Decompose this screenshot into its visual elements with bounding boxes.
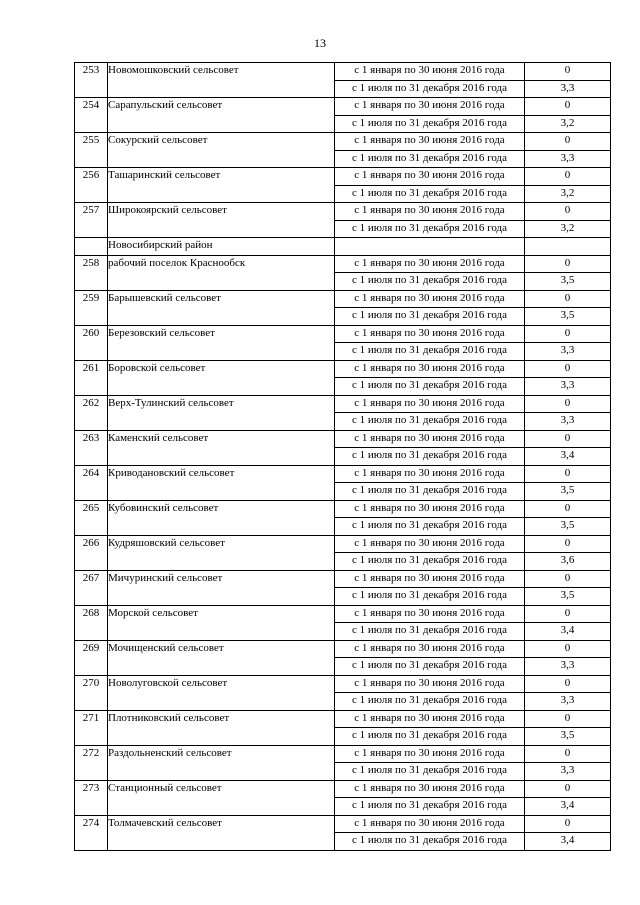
table-row (75, 815, 611, 833)
period-first: с 1 января по 30 июня 2016 года (335, 290, 525, 308)
period-second: с 1 июля по 31 декабря 2016 года (335, 553, 525, 571)
period-second: с 1 июля по 31 декабря 2016 года (335, 728, 525, 746)
row-number: 273 (75, 780, 108, 815)
value-first: 0 (525, 430, 611, 448)
settlement-name: Криводановский сельсовет (108, 465, 335, 500)
settlement-name: Мичуринский сельсовет (108, 570, 335, 605)
settlement-name: Боровской сельсовет (108, 360, 335, 395)
row-number: 257 (75, 203, 108, 238)
table-row (75, 360, 611, 378)
value-first: 0 (525, 168, 611, 186)
settlement-name: Плотниковский сельсовет (108, 710, 335, 745)
table-row (75, 675, 611, 693)
period-second: с 1 июля по 31 декабря 2016 года (335, 518, 525, 536)
settlement-name: рабочий поселок Краснообск (108, 255, 335, 290)
value-second: 3,5 (525, 483, 611, 501)
period-second: с 1 июля по 31 декабря 2016 года (335, 833, 525, 851)
period-first: с 1 января по 30 июня 2016 года (335, 255, 525, 273)
period-first: с 1 января по 30 июня 2016 года (335, 360, 525, 378)
period-cell (335, 238, 525, 256)
period-first: с 1 января по 30 июня 2016 года (335, 168, 525, 186)
table-row (75, 255, 611, 273)
section-title: Новосибирский район (108, 238, 335, 256)
value-second: 3,5 (525, 728, 611, 746)
value-second: 3,4 (525, 448, 611, 466)
row-number: 259 (75, 290, 108, 325)
table-row (75, 133, 611, 151)
period-second: с 1 июля по 31 декабря 2016 года (335, 185, 525, 203)
value-first: 0 (525, 203, 611, 221)
tariff-table-body (75, 63, 611, 851)
row-number: 271 (75, 710, 108, 745)
period-first: с 1 января по 30 июня 2016 года (335, 465, 525, 483)
table-row (75, 640, 611, 658)
period-first: с 1 января по 30 июня 2016 года (335, 675, 525, 693)
value-second: 3,3 (525, 343, 611, 361)
period-first: с 1 января по 30 июня 2016 года (335, 325, 525, 343)
period-first: с 1 января по 30 июня 2016 года (335, 605, 525, 623)
period-first: с 1 января по 30 июня 2016 года (335, 98, 525, 116)
value-second: 3,4 (525, 623, 611, 641)
value-second: 3,3 (525, 658, 611, 676)
row-number: 254 (75, 98, 108, 133)
period-second: с 1 июля по 31 декабря 2016 года (335, 80, 525, 98)
value-second: 3,2 (525, 220, 611, 238)
period-second: с 1 июля по 31 декабря 2016 года (335, 273, 525, 291)
period-first: с 1 января по 30 июня 2016 года (335, 780, 525, 798)
period-first: с 1 января по 30 июня 2016 года (335, 133, 525, 151)
table-row (75, 570, 611, 588)
row-number: 269 (75, 640, 108, 675)
period-second: с 1 июля по 31 декабря 2016 года (335, 693, 525, 711)
row-number: 266 (75, 535, 108, 570)
value-first: 0 (525, 395, 611, 413)
settlement-name: Барышевский сельсовет (108, 290, 335, 325)
row-number: 263 (75, 430, 108, 465)
table-row (75, 395, 611, 413)
period-first: с 1 января по 30 июня 2016 года (335, 710, 525, 728)
table-row (75, 710, 611, 728)
row-number: 270 (75, 675, 108, 710)
table-row (75, 535, 611, 553)
settlement-name: Новомошковский сельсовет (108, 63, 335, 98)
table-row (75, 98, 611, 116)
value-first: 0 (525, 640, 611, 658)
value-second: 3,3 (525, 763, 611, 781)
settlement-name: Морской сельсовет (108, 605, 335, 640)
value-second: 3,2 (525, 115, 611, 133)
settlement-name: Кубовинский сельсовет (108, 500, 335, 535)
value-first: 0 (525, 535, 611, 553)
value-second: 3,5 (525, 273, 611, 291)
value-first: 0 (525, 710, 611, 728)
table-row (75, 430, 611, 448)
period-first: с 1 января по 30 июня 2016 года (335, 63, 525, 81)
value-first: 0 (525, 815, 611, 833)
row-number: 253 (75, 63, 108, 98)
period-second: с 1 июля по 31 декабря 2016 года (335, 413, 525, 431)
value-second: 3,3 (525, 378, 611, 396)
row-number: 272 (75, 745, 108, 780)
table-row (75, 63, 611, 81)
value-first: 0 (525, 133, 611, 151)
period-first: с 1 января по 30 июня 2016 года (335, 430, 525, 448)
value-first: 0 (525, 570, 611, 588)
period-first: с 1 января по 30 июня 2016 года (335, 535, 525, 553)
settlement-name: Каменский сельсовет (108, 430, 335, 465)
period-first: с 1 января по 30 июня 2016 года (335, 395, 525, 413)
period-second: с 1 июля по 31 декабря 2016 года (335, 798, 525, 816)
settlement-name: Толмачевский сельсовет (108, 815, 335, 850)
row-number: 274 (75, 815, 108, 850)
tariff-table (74, 62, 611, 851)
value-first: 0 (525, 325, 611, 343)
table-row (75, 290, 611, 308)
row-number: 265 (75, 500, 108, 535)
value-cell (525, 238, 611, 256)
period-second: с 1 июля по 31 декабря 2016 года (335, 448, 525, 466)
period-first: с 1 января по 30 июня 2016 года (335, 640, 525, 658)
table-row (75, 605, 611, 623)
row-number: 268 (75, 605, 108, 640)
settlement-name: Кудряшовский сельсовет (108, 535, 335, 570)
period-second: с 1 июля по 31 декабря 2016 года (335, 378, 525, 396)
row-number: 258 (75, 255, 108, 290)
value-first: 0 (525, 780, 611, 798)
value-first: 0 (525, 255, 611, 273)
settlement-name: Широкоярский сельсовет (108, 203, 335, 238)
value-second: 3,3 (525, 693, 611, 711)
settlement-name: Сарапульский сельсовет (108, 98, 335, 133)
value-second: 3,3 (525, 80, 611, 98)
table-row (75, 780, 611, 798)
row-number: 256 (75, 168, 108, 203)
value-first: 0 (525, 63, 611, 81)
settlement-name: Раздольненский сельсовет (108, 745, 335, 780)
table-row (75, 745, 611, 763)
value-second: 3,2 (525, 185, 611, 203)
settlement-name: Верх-Тулинский сельсовет (108, 395, 335, 430)
row-number: 267 (75, 570, 108, 605)
row-number: 264 (75, 465, 108, 500)
period-second: с 1 июля по 31 декабря 2016 года (335, 220, 525, 238)
period-first: с 1 января по 30 июня 2016 года (335, 815, 525, 833)
value-second: 3,5 (525, 518, 611, 536)
period-second: с 1 июля по 31 декабря 2016 года (335, 658, 525, 676)
period-first: с 1 января по 30 июня 2016 года (335, 570, 525, 588)
table-row (75, 465, 611, 483)
period-second: с 1 июля по 31 декабря 2016 года (335, 343, 525, 361)
table-row (75, 203, 611, 221)
settlement-name: Ташаринский сельсовет (108, 168, 335, 203)
settlement-name: Новолуговской сельсовет (108, 675, 335, 710)
row-number: 260 (75, 325, 108, 360)
period-second: с 1 июля по 31 декабря 2016 года (335, 308, 525, 326)
page-number: 13 (314, 36, 326, 50)
table-row (75, 325, 611, 343)
value-first: 0 (525, 360, 611, 378)
value-second: 3,6 (525, 553, 611, 571)
row-number-cell (75, 238, 108, 256)
period-second: с 1 июля по 31 декабря 2016 года (335, 483, 525, 501)
value-second: 3,4 (525, 833, 611, 851)
value-second: 3,3 (525, 413, 611, 431)
value-first: 0 (525, 675, 611, 693)
period-first: с 1 января по 30 июня 2016 года (335, 500, 525, 518)
table-row (75, 500, 611, 518)
section-row (75, 238, 611, 256)
period-second: с 1 июля по 31 декабря 2016 года (335, 623, 525, 641)
value-second: 3,5 (525, 308, 611, 326)
period-second: с 1 июля по 31 декабря 2016 года (335, 763, 525, 781)
value-first: 0 (525, 98, 611, 116)
period-first: с 1 января по 30 июня 2016 года (335, 203, 525, 221)
settlement-name: Станционный сельсовет (108, 780, 335, 815)
row-number: 255 (75, 133, 108, 168)
row-number: 261 (75, 360, 108, 395)
value-second: 3,3 (525, 150, 611, 168)
value-second: 3,4 (525, 798, 611, 816)
period-first: с 1 января по 30 июня 2016 года (335, 745, 525, 763)
value-first: 0 (525, 465, 611, 483)
settlement-name: Березовский сельсовет (108, 325, 335, 360)
row-number: 262 (75, 395, 108, 430)
value-first: 0 (525, 605, 611, 623)
settlement-name: Мочищенский сельсовет (108, 640, 335, 675)
value-second: 3,5 (525, 588, 611, 606)
table-row (75, 168, 611, 186)
value-first: 0 (525, 745, 611, 763)
period-second: с 1 июля по 31 декабря 2016 года (335, 588, 525, 606)
value-first: 0 (525, 290, 611, 308)
settlement-name: Сокурский сельсовет (108, 133, 335, 168)
period-second: с 1 июля по 31 декабря 2016 года (335, 115, 525, 133)
period-second: с 1 июля по 31 декабря 2016 года (335, 150, 525, 168)
value-first: 0 (525, 500, 611, 518)
